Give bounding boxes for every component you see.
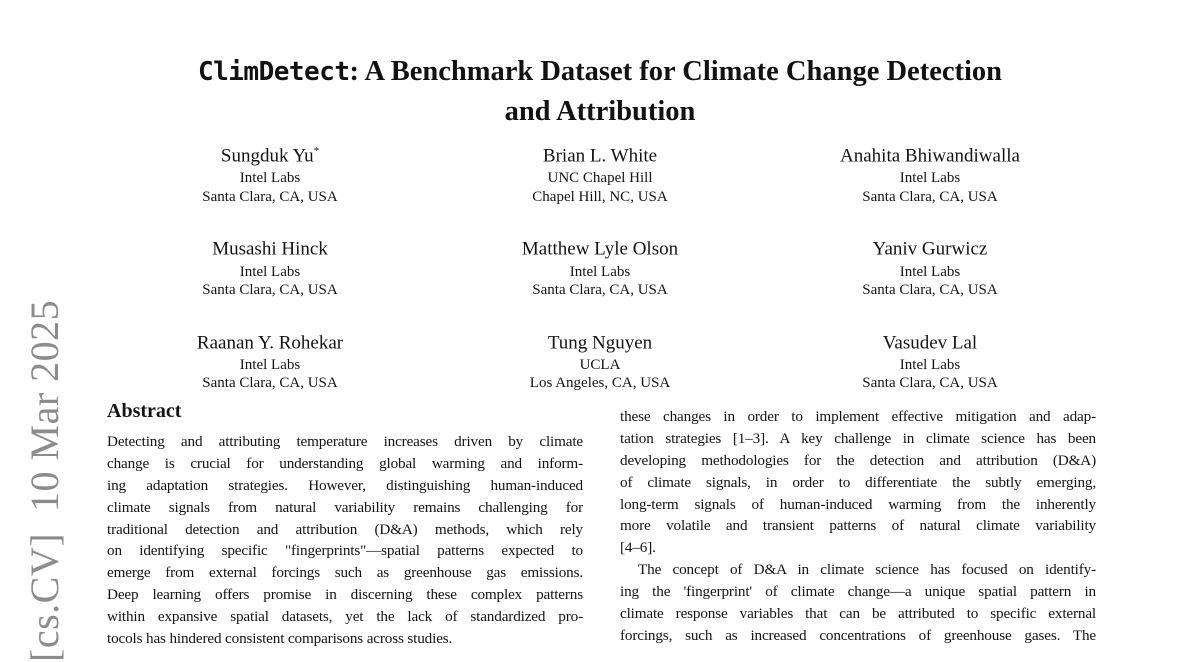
author-block — [105, 325, 435, 393]
title-line-2: and Attribution — [504, 96, 696, 127]
author-location: Santa Clara, CA, USA — [862, 188, 998, 205]
text-line: tation strategies [1–3]. A key challenge in climate science has been — [620, 429, 1096, 447]
author-name: Musashi Hinck — [212, 238, 328, 260]
author-location: Santa Clara, CA, USA — [532, 282, 668, 299]
text-line: climate response variables that can be attributed to specific external — [620, 605, 1096, 623]
author-affiliation: Intel Labs — [899, 356, 961, 373]
text-line: on identifying specific "fingerprints"—spatial patterns expected to — [107, 542, 583, 560]
text-line: [4–6]. — [620, 539, 656, 557]
abstract-text — [107, 431, 583, 650]
author-location: Santa Clara, CA, USA — [202, 282, 338, 299]
author-location: Santa Clara, CA, USA — [202, 188, 338, 205]
author-location: Santa Clara, CA, USA — [202, 375, 338, 392]
author-affiliation: Intel Labs — [899, 263, 961, 280]
author-name: Vasudev Lal — [882, 331, 978, 353]
text-line: Detecting and attributing temperature increases driven by climate — [107, 433, 583, 450]
text-line: change is crucial for understanding global warming and inform- — [107, 454, 583, 472]
text-line: forcings, such as increased concentrations of greenhouse gases. The — [620, 626, 1096, 644]
author-name: Matthew Lyle Olson — [521, 238, 679, 260]
author-location: Los Angeles, CA, USA — [529, 375, 671, 392]
author-block — [105, 231, 435, 299]
author-name: Brian L. White — [542, 145, 658, 167]
text-line: these changes in order to implement effective mitigation and adap- — [620, 408, 1096, 425]
author-location: Chapel Hill, NC, USA — [532, 188, 668, 205]
author-block — [765, 325, 1095, 393]
text-line: Deep learning offers promise in discerning these complex patterns — [107, 586, 583, 604]
title-rest: : A Benchmark Dataset for Climate Change Detection — [349, 56, 1003, 87]
author-affiliation: UNC Chapel Hill — [547, 170, 653, 187]
author-affiliation: Intel Labs — [239, 356, 301, 373]
author-affiliation: UCLA — [579, 356, 621, 373]
paper-title — [0, 52, 1200, 132]
text-line: The concept of D&A in climate science has focused on identify- — [638, 561, 1096, 579]
author-affiliation: Intel Labs — [569, 263, 631, 280]
author-affiliation: Intel Labs — [239, 263, 301, 280]
author-location: Santa Clara, CA, USA — [862, 282, 998, 299]
text-line: emerge from external forcings such as greenhouse gas emissions. — [107, 564, 583, 582]
author-note: * — [313, 145, 320, 157]
text-line: climate signals from natural variability remains challenging for — [107, 498, 583, 516]
title-line-1 — [198, 56, 1002, 87]
intro-text-column — [620, 406, 1096, 647]
author-block — [435, 138, 765, 206]
text-line: tocols has hindered consistent comparisons across studies. — [107, 630, 453, 648]
author-grid — [105, 138, 1095, 393]
text-line: long-term signals of human-induced warming from the inherently — [620, 495, 1096, 513]
author-name: Sungduk Yu* — [220, 145, 320, 167]
author-name: Tung Nguyen — [547, 331, 653, 353]
author-block — [765, 138, 1095, 206]
author-block — [105, 138, 435, 206]
author-name: Anahita Bhiwandiwalla — [840, 145, 1020, 167]
text-line: developing methodologies for the detection and attribution (D&A) — [620, 451, 1096, 469]
author-name: Yaniv Gurwicz — [872, 238, 988, 260]
text-line: ing the 'fingerprint' of climate change—a unique spatial pattern in — [620, 583, 1096, 601]
text-line: more volatile and transient patterns of natural climate variability — [620, 517, 1096, 535]
text-line: of climate signals, in order to differentiate the subtly emerging, — [620, 473, 1096, 491]
author-location: Santa Clara, CA, USA — [862, 375, 998, 392]
arxiv-category-date-banner: [cs.CV] 10 Mar 2025 — [22, 299, 67, 662]
text-line: ing adaptation strategies. However, distinguishing human-induced — [107, 476, 583, 494]
author-name: Raanan Y. Rohekar — [196, 331, 344, 353]
abstract-heading: Abstract — [107, 400, 182, 422]
author-affiliation: Intel Labs — [899, 170, 961, 187]
author-block — [765, 231, 1095, 299]
text-line: traditional detection and attribution (D&A) methods, which rely — [107, 520, 583, 538]
text-line: within expansive spatial datasets, yet the lack of standardized pro- — [107, 608, 583, 626]
author-block — [435, 231, 765, 299]
title-dataset-name: ClimDetect — [197, 57, 350, 87]
author-block — [435, 325, 765, 393]
author-affiliation: Intel Labs — [239, 170, 301, 187]
